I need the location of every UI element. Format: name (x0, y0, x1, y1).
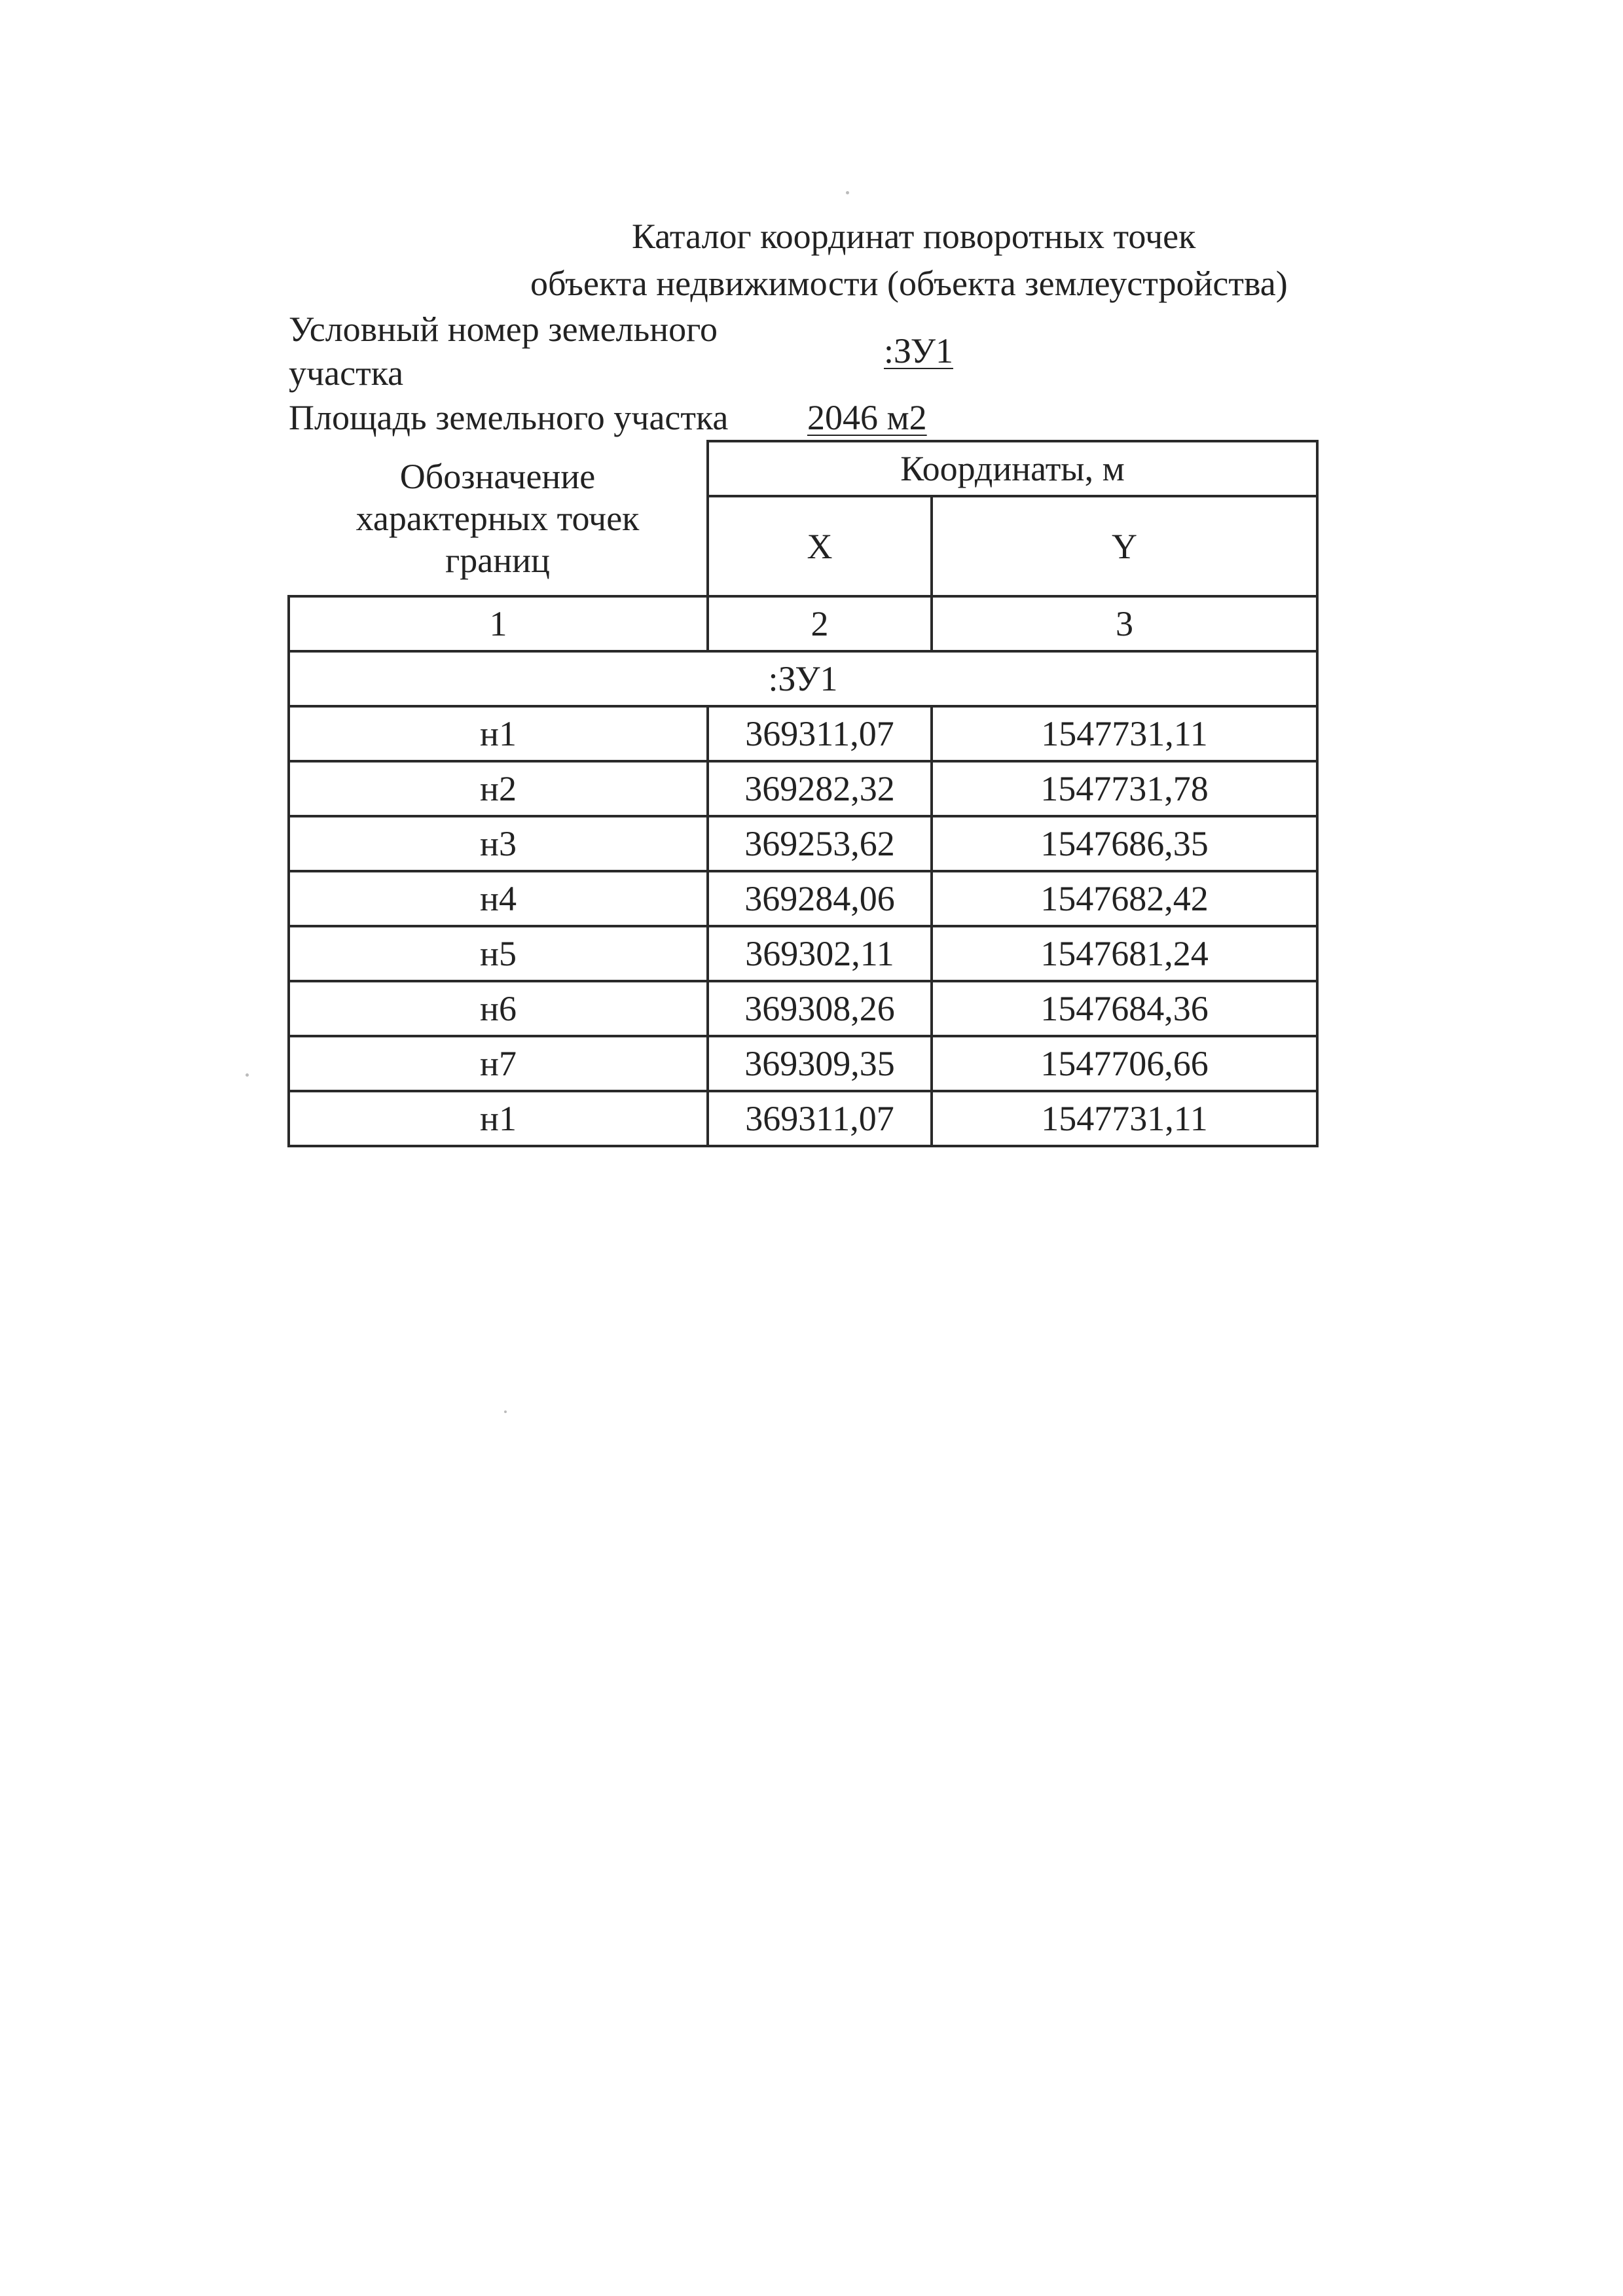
point-y: 1547686,35 (932, 816, 1317, 871)
parcel-number-label-line2: участка (289, 353, 404, 393)
point-x: 369302,11 (708, 926, 932, 981)
point-x: 369311,07 (708, 1091, 932, 1146)
catalog-title-line2: объекта недвижимости (объекта землеустройства) (530, 264, 1288, 303)
parcel-area-value: 2046 м2 (807, 398, 927, 437)
point-x: 369309,35 (708, 1036, 932, 1091)
table-row (289, 871, 1317, 926)
section-label: :ЗУ1 (289, 651, 1317, 706)
scan-speck (246, 1073, 249, 1077)
table-row (289, 761, 1317, 816)
col-number-2: 2 (708, 596, 932, 651)
point-name: н1 (289, 706, 708, 761)
point-name: н5 (289, 926, 708, 981)
parcel-number-label-line1: Условный номер земельного (289, 310, 718, 349)
table-row (289, 706, 1317, 761)
points-header: Обозначение характерных точек границ (356, 456, 640, 580)
col-number-1: 1 (289, 596, 708, 651)
catalog-title-line1: Каталог координат поворотных точек (632, 217, 1196, 256)
table-row (289, 1091, 1317, 1146)
point-x: 369253,62 (708, 816, 932, 871)
point-name: н4 (289, 871, 708, 926)
point-x: 369284,06 (708, 871, 932, 926)
point-y: 1547731,11 (932, 706, 1317, 761)
parcel-number-value: :ЗУ1 (884, 331, 953, 370)
point-y: 1547682,42 (932, 871, 1317, 926)
point-x: 369282,32 (708, 761, 932, 816)
point-y: 1547706,66 (932, 1036, 1317, 1091)
point-name: н3 (289, 816, 708, 871)
points-header-cell (289, 441, 708, 596)
coordinates-header: Координаты, м (708, 441, 1317, 496)
table-row (289, 926, 1317, 981)
point-name: н2 (289, 761, 708, 816)
scan-speck (504, 1410, 507, 1413)
point-y: 1547731,11 (932, 1091, 1317, 1146)
y-header: Y (932, 496, 1317, 596)
point-name: н6 (289, 981, 708, 1036)
point-y: 1547731,78 (932, 761, 1317, 816)
coordinates-table (287, 440, 1319, 1147)
scan-speck (846, 191, 849, 194)
point-y: 1547684,36 (932, 981, 1317, 1036)
col-number-3: 3 (932, 596, 1317, 651)
point-name: н7 (289, 1036, 708, 1091)
table-row (289, 981, 1317, 1036)
table-row (289, 816, 1317, 871)
x-header: X (708, 496, 932, 596)
table-row (289, 1036, 1317, 1091)
point-x: 369311,07 (708, 706, 932, 761)
point-x: 369308,26 (708, 981, 932, 1036)
point-name: н1 (289, 1091, 708, 1146)
parcel-area-label: Площадь земельного участка (289, 398, 729, 437)
point-y: 1547681,24 (932, 926, 1317, 981)
